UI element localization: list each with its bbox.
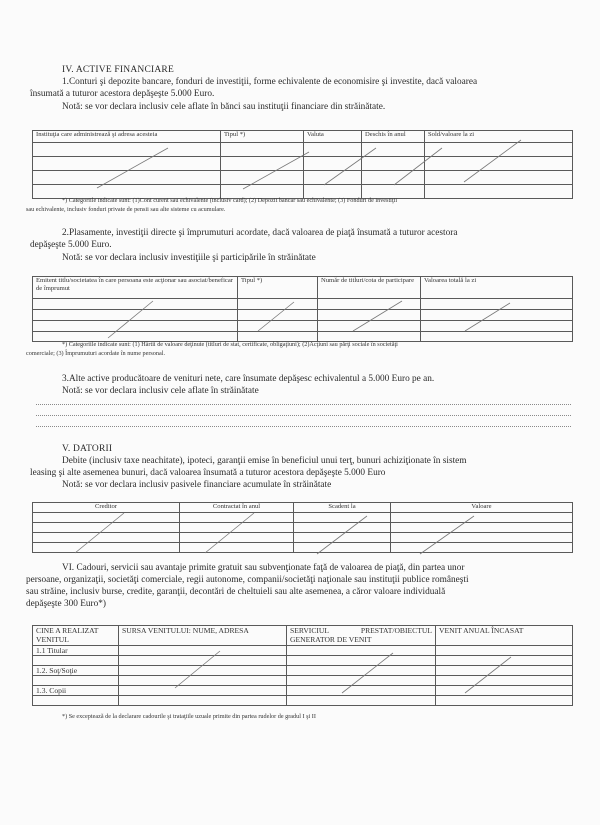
section-iv-title: IV. ACTIVE FINANCIARE <box>62 65 174 75</box>
table-cell[interactable] <box>391 533 573 543</box>
table-cell[interactable] <box>180 523 294 533</box>
item2-text-line1: 2.Plasamente, investiţii directe şi împrumuturi acordate, dacă valoarea de piaţă însumată a tuturor acestora <box>62 228 458 238</box>
section-v-text-line1: Debite (inclusiv taxe neachitate), ipoteci, garanţii emise în beneficiul unui terţ, bunuri achiziţionate în sistem <box>62 456 467 466</box>
table-row <box>33 513 573 523</box>
table-cell[interactable] <box>238 299 318 310</box>
table-cell[interactable] <box>287 646 436 656</box>
table-header-row <box>33 626 573 646</box>
col-header-institution: Instituţia care administrează şi adresa acesteia <box>33 131 221 143</box>
row-label-spouse: 1.2. Soţ/Soţie <box>33 666 119 676</box>
section-v-note: Notă: se vor declara inclusiv pasivele financiare acumulate în străinătate <box>62 480 332 490</box>
table-cell[interactable] <box>436 656 573 666</box>
item1-footnote-line2: sau echivalente, inclusiv fonduri private de pensii sau alte sisteme cu acumulare. <box>26 206 226 213</box>
table-header-row <box>33 131 573 143</box>
col-header-source: SURSA VENITULUI: NUME, ADRESA <box>119 626 287 646</box>
table-cell[interactable] <box>119 666 287 676</box>
table-cell[interactable] <box>425 157 573 171</box>
table-cell[interactable] <box>33 543 180 553</box>
section-v-title: V. DATORII <box>62 444 113 454</box>
table-cell[interactable] <box>119 696 287 706</box>
table-row <box>33 696 573 706</box>
table-cell[interactable] <box>436 666 573 676</box>
table-cell[interactable] <box>180 533 294 543</box>
col-header-who: CINE A REALIZAT VENITUL <box>33 626 119 646</box>
table-cell[interactable] <box>287 696 436 706</box>
col-header-issuer: Emitent titlu/societatea în care persoana este acţionar sau asociat/beneficar de împrumut <box>33 277 238 299</box>
table-row <box>33 321 573 332</box>
table-cell[interactable] <box>421 310 573 321</box>
investments-table <box>32 276 573 342</box>
item1-text-line2: însumată a tuturor acestora depăşeşte 5.000 Euro. <box>30 89 215 99</box>
table-cell[interactable] <box>119 656 287 666</box>
item1-footnote-line1: *) Categoriile indicate sunt: (1)Cont curent sau echivalente (inclusiv card); (2) Depozit bancar sau echivalente; (3) Fonduri de investiţii <box>62 197 398 204</box>
table-row <box>33 543 573 553</box>
table-cell[interactable] <box>180 543 294 553</box>
row-label-children: 1.3. Copii <box>33 686 119 696</box>
table-cell[interactable] <box>287 676 436 686</box>
table-cell[interactable] <box>287 686 436 696</box>
item2-note: Notă: se vor declara inclusiv investiţiile şi participările în străinătate <box>62 253 316 263</box>
section-v-text-line2: leasing şi alte asemenea bunuri, dacă valoarea însumată a tuturor acestora depăşeşte 5.000 Euro <box>30 468 386 478</box>
section-vi-text-line3: sau străine, inclusiv burse, credite, garanţii, decontări de cheltuieli sau alte asemenea, a căror valoare individuală <box>26 587 446 597</box>
table-cell[interactable] <box>33 321 238 332</box>
table-cell[interactable] <box>33 157 221 171</box>
table-cell[interactable] <box>421 332 573 342</box>
table-row <box>33 143 573 157</box>
table-cell[interactable] <box>119 686 287 696</box>
gifts-table <box>32 625 573 706</box>
item2-footnote-line1: *) Categoriile indicate sunt: (1) Hârtii de valoare deţinute (titluri de stat, certificate, obligaţiuni); (2)Acţiuni sau părţi sociale în societăţi <box>62 341 398 348</box>
table-cell[interactable] <box>33 696 119 706</box>
table-cell[interactable] <box>294 533 391 543</box>
section-vi-footnote: *) Se exceptează de la declarare cadourile şi trataţiile uzuale primite din partea rudelor de gradul I şi II <box>62 713 316 720</box>
col-header-currency: Valuta <box>304 131 362 143</box>
table-cell[interactable] <box>33 656 119 666</box>
table-cell[interactable] <box>421 299 573 310</box>
table-cell[interactable] <box>221 143 304 157</box>
table-cell[interactable] <box>294 513 391 523</box>
col-header-service: SERVICIUL PRESTAT/OBIECTUL GENERATOR DE VENIT <box>287 626 436 646</box>
table-row <box>33 656 573 666</box>
col-header-contracted-year: Contractat în anul <box>180 503 294 513</box>
table-cell[interactable] <box>119 676 287 686</box>
col-header-shares: Număr de titluri/cota de participare <box>318 277 421 299</box>
table-cell[interactable] <box>180 513 294 523</box>
row-label-titular: 1.1 Titular <box>33 646 119 656</box>
table-cell[interactable] <box>436 686 573 696</box>
table-row <box>33 646 573 656</box>
table-cell[interactable] <box>33 171 221 185</box>
bank-accounts-table <box>32 130 573 199</box>
table-cell[interactable] <box>318 321 421 332</box>
col-header-balance: Sold/valoare la zi <box>425 131 573 143</box>
table-cell[interactable] <box>119 646 287 656</box>
table-row <box>33 676 573 686</box>
table-cell[interactable] <box>221 171 304 185</box>
col-header-type: Tipul *) <box>221 131 304 143</box>
item1-text-line1: 1.Conturi şi depozite bancare, fonduri de investiţii, forme echivalente de economisire şi investite, dacă valoarea <box>62 77 478 87</box>
table-row <box>33 666 573 676</box>
dotted-fill-line[interactable] <box>36 426 571 427</box>
section-vi-text-line4: depăşeşte 300 Euro*) <box>26 599 107 609</box>
col-header-opened-year: Deschis în anul <box>362 131 425 143</box>
table-cell[interactable] <box>421 321 573 332</box>
table-cell[interactable] <box>238 321 318 332</box>
table-cell[interactable] <box>436 676 573 686</box>
table-cell[interactable] <box>294 523 391 533</box>
table-row <box>33 533 573 543</box>
table-row <box>33 157 573 171</box>
table-cell[interactable] <box>391 513 573 523</box>
section-vi-text-line2: persoane, organizaţii, societăţi comerciale, regii autonome, companii/societăţi naţionale sau instituţii publice româneşti <box>26 575 469 585</box>
table-cell[interactable] <box>304 143 362 157</box>
table-cell[interactable] <box>304 171 362 185</box>
dotted-fill-line[interactable] <box>36 415 571 416</box>
table-cell[interactable] <box>294 543 391 553</box>
table-cell[interactable] <box>362 143 425 157</box>
table-cell[interactable] <box>33 299 238 310</box>
col-header-annual-income: VENIT ANUAL ÎNCASAT <box>436 626 573 646</box>
item3-note: Notă: se vor declara inclusiv cele aflate în străinătate <box>62 386 259 396</box>
table-cell[interactable] <box>318 310 421 321</box>
table-cell[interactable] <box>221 157 304 171</box>
col-header-creditor: Creditor <box>33 503 180 513</box>
col-header-due-date: Scadent la <box>294 503 391 513</box>
table-cell[interactable] <box>33 513 180 523</box>
table-cell[interactable] <box>362 171 425 185</box>
table-cell[interactable] <box>425 171 573 185</box>
table-header-row <box>33 277 573 299</box>
table-cell[interactable] <box>436 646 573 656</box>
table-cell[interactable] <box>425 143 573 157</box>
section-vi-text-line1: VI. Cadouri, servicii sau avantaje primite gratuit sau subvenţionate faţă de valoarea de piaţă, din partea unor <box>62 563 465 573</box>
table-cell[interactable] <box>391 543 573 553</box>
table-row <box>33 299 573 310</box>
item2-text-line2: depăşeşte 5.000 Euro. <box>30 240 112 250</box>
table-row <box>33 523 573 533</box>
table-cell[interactable] <box>362 157 425 171</box>
table-cell[interactable] <box>238 310 318 321</box>
item1-note: Notă: se vor declara inclusiv cele aflate în bănci sau instituţii financiare din străinătate. <box>62 102 386 112</box>
table-cell[interactable] <box>304 157 362 171</box>
col-header-type: Tipul *) <box>238 277 318 299</box>
table-header-row <box>33 503 573 513</box>
item3-text: 3.Alte active producătoare de venituri nete, care însumate depăşesc echivalentul a 5.000 Euro pe an. <box>62 374 435 384</box>
dotted-fill-line[interactable] <box>36 404 571 405</box>
table-cell[interactable] <box>287 666 436 676</box>
debts-table <box>32 502 573 553</box>
table-row <box>33 686 573 696</box>
table-cell[interactable] <box>425 185 573 199</box>
table-cell[interactable] <box>436 696 573 706</box>
table-cell[interactable] <box>33 523 180 533</box>
col-header-total-value: Valoarea totală la zi <box>421 277 573 299</box>
table-cell[interactable] <box>33 676 119 686</box>
item2-footnote-line2: comerciale; (3) Împrumuturi acordate în nume personal. <box>26 350 165 357</box>
table-cell[interactable] <box>33 143 221 157</box>
table-cell[interactable] <box>33 533 180 543</box>
table-cell[interactable] <box>287 656 436 666</box>
table-row <box>33 310 573 321</box>
col-header-value: Valoare <box>391 503 573 513</box>
table-row <box>33 171 573 185</box>
table-cell[interactable] <box>33 310 238 321</box>
table-cell[interactable] <box>391 523 573 533</box>
table-cell[interactable] <box>318 299 421 310</box>
